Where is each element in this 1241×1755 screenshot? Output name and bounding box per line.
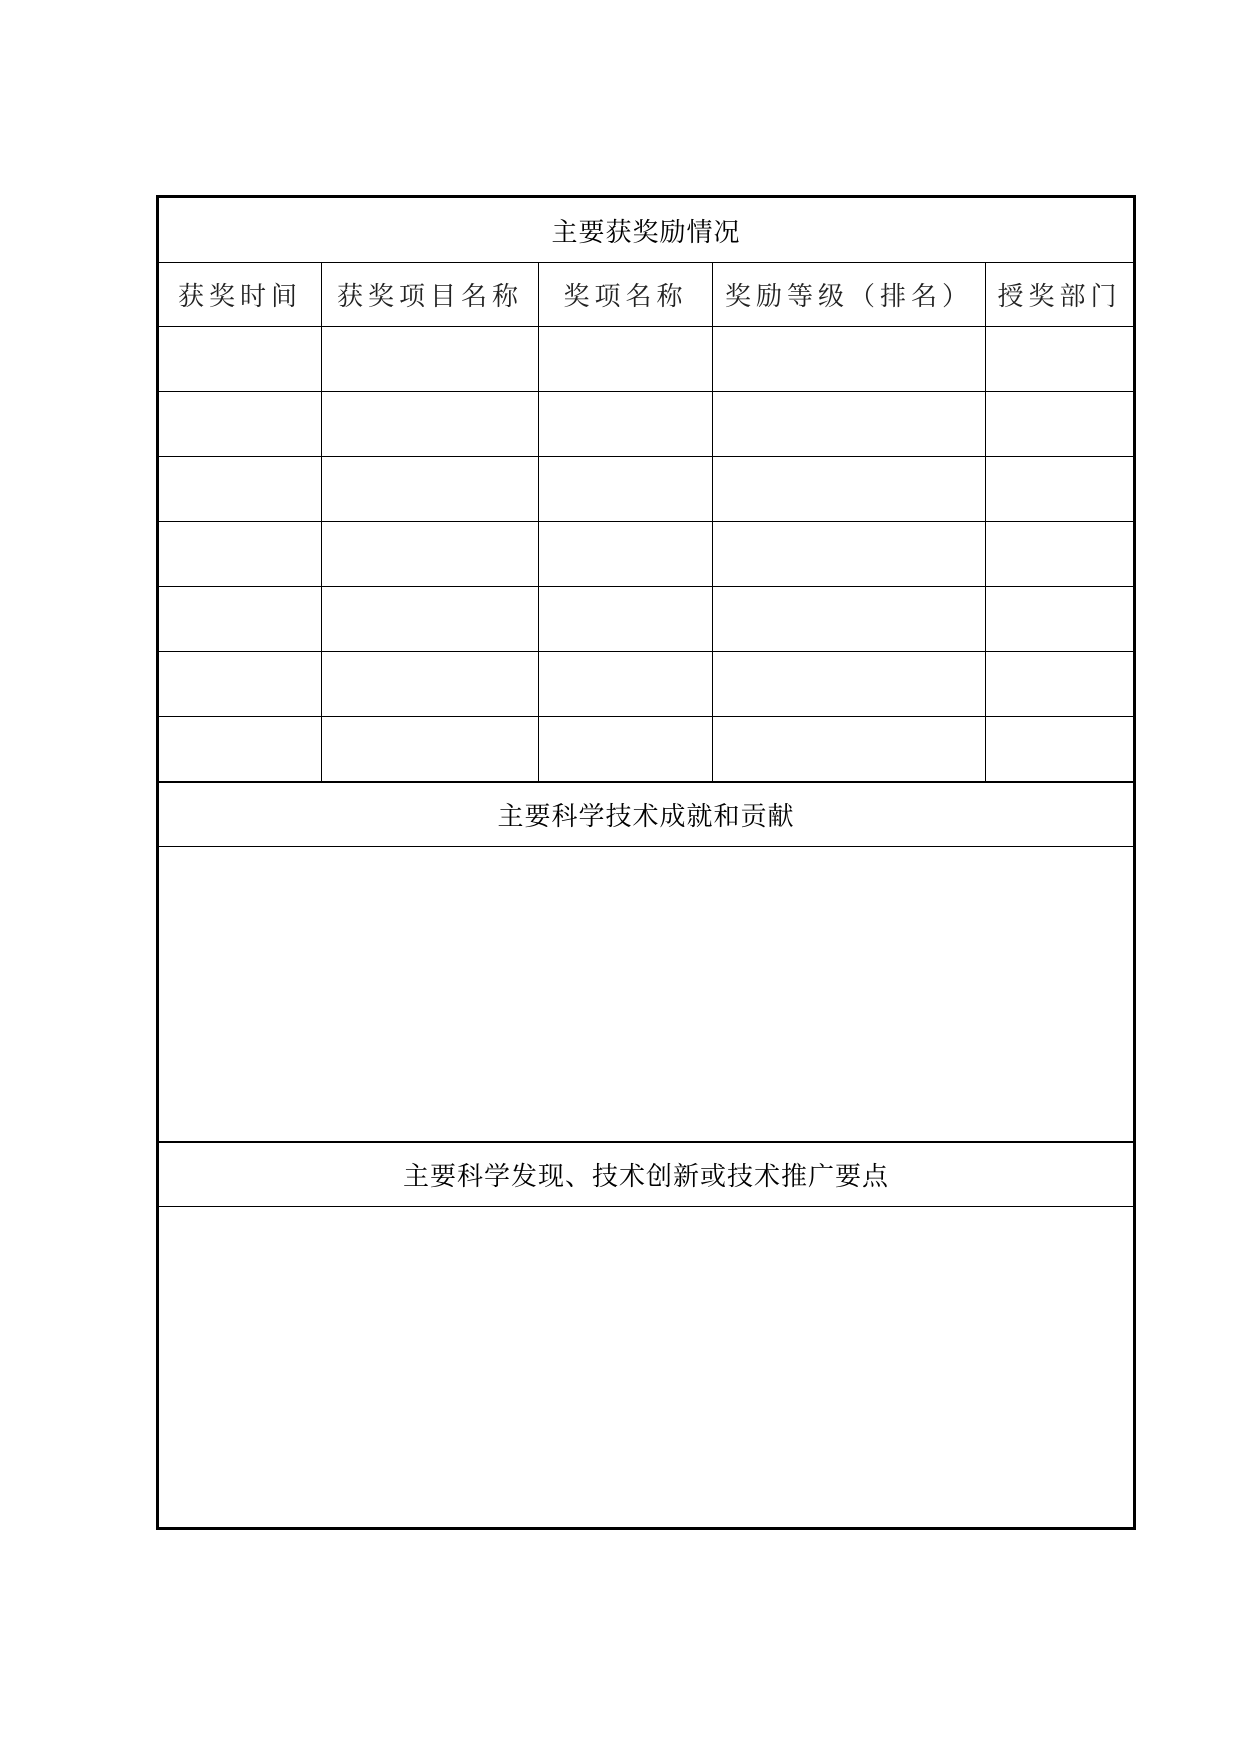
table-cell[interactable] (539, 522, 713, 586)
discoveries-content-area[interactable] (159, 1207, 1133, 1527)
column-header-award-time: 获奖时间 (159, 263, 322, 326)
achievements-section-title (159, 781, 1133, 847)
table-cell[interactable] (322, 522, 539, 586)
table-cell[interactable] (159, 717, 322, 781)
table-cell[interactable] (539, 652, 713, 716)
discoveries-section-title (159, 1141, 1133, 1207)
table-row (159, 522, 1133, 587)
table-cell[interactable] (322, 652, 539, 716)
table-cell[interactable] (986, 327, 1133, 391)
table-cell[interactable] (986, 717, 1133, 781)
table-row (159, 457, 1133, 522)
discoveries-section-title-text: 主要科学发现、技术创新或技术推广要点 (402, 1162, 889, 1192)
table-row (159, 652, 1133, 717)
table-cell[interactable] (322, 717, 539, 781)
table-cell[interactable] (159, 522, 322, 586)
table-cell[interactable] (986, 392, 1133, 456)
table-cell[interactable] (713, 327, 986, 391)
table-cell[interactable] (322, 587, 539, 651)
table-cell[interactable] (713, 717, 986, 781)
table-cell[interactable] (159, 392, 322, 456)
table-row (159, 587, 1133, 652)
table-cell[interactable] (713, 652, 986, 716)
achievements-section-title-text: 主要科学技术成就和贡献 (497, 802, 795, 832)
table-cell[interactable] (713, 457, 986, 521)
table-cell[interactable] (539, 717, 713, 781)
awards-section-title-text: 主要获奖励情况 (551, 217, 741, 248)
awards-table-header (159, 263, 1133, 327)
table-cell[interactable] (159, 457, 322, 521)
table-cell[interactable] (539, 327, 713, 391)
column-header-award-level: 奖励等级（排名） (713, 263, 986, 326)
table-cell[interactable] (159, 652, 322, 716)
awards-section-title (159, 198, 1133, 263)
achievements-content-area[interactable] (159, 847, 1133, 1141)
table-cell[interactable] (322, 392, 539, 456)
column-header-project-name: 获奖项目名称 (322, 263, 539, 326)
column-header-awarding-department: 授奖部门 (997, 282, 1122, 312)
table-cell[interactable] (322, 457, 539, 521)
column-header-award-name: 奖项名称 (539, 263, 713, 326)
table-cell[interactable] (986, 652, 1133, 716)
table-cell[interactable] (713, 587, 986, 651)
table-cell[interactable] (713, 392, 986, 456)
table-row (159, 327, 1133, 392)
table-cell[interactable] (986, 522, 1133, 586)
table-cell[interactable] (159, 327, 322, 391)
table-cell[interactable] (713, 522, 986, 586)
table-cell[interactable] (986, 587, 1133, 651)
table-cell[interactable] (322, 327, 539, 391)
table-row (159, 717, 1133, 781)
table-cell[interactable] (539, 457, 713, 521)
table-row (159, 392, 1133, 457)
table-cell[interactable] (539, 587, 713, 651)
table-cell[interactable] (539, 392, 713, 456)
table-cell[interactable] (986, 457, 1133, 521)
table-cell[interactable] (159, 587, 322, 651)
awards-form (156, 195, 1136, 1530)
